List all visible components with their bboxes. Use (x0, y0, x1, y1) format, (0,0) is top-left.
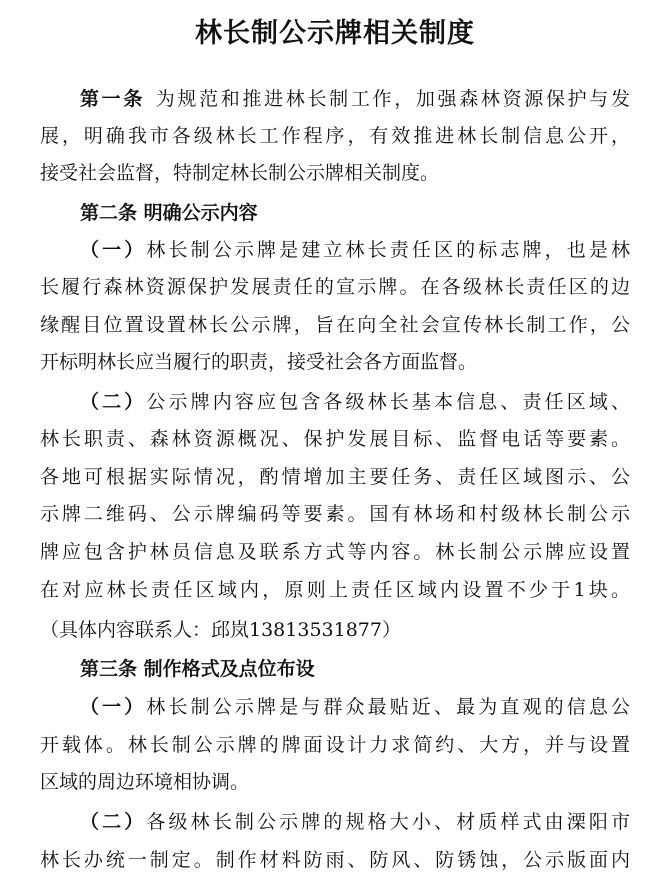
article-3-p2-text-1: 各级林长制公示牌的规格大小、材质样式由溧阳市 (146, 811, 630, 833)
article-1-label: 第一条 (80, 88, 146, 110)
article-1-line-3: 接受社会监督，特制定林长制公示牌相关制度。 (40, 162, 440, 184)
article-2-p1-line-3: 缘醒目位置设置林长公示牌，旨在向全社会宣传林长制工作，公 (40, 314, 630, 336)
article-2-p2-text-1: 公示牌内容应包含各级林长基本信息、责任区域、 (146, 391, 630, 413)
article-2-p2-line-5: 牌应包含护林员信息及联系方式等内容。林长制公示牌应设置 (40, 541, 630, 563)
article-2-p2-line-6: 在对应林长责任区域内，原则上责任区域内设置不少于1块。 (40, 579, 630, 601)
article-2-p1-line-1 (80, 231, 630, 269)
article-3-p1-line-3: 区域的周边环境相协调。 (40, 771, 250, 793)
article-1-line-1 (80, 80, 630, 118)
article-1-text-1: 为规范和推进林长制工作，加强森林资源保护与发 (153, 88, 630, 110)
article-2-p1-text-1: 林长制公示牌是建立林长责任区的标志牌，也是林 (146, 239, 630, 261)
article-3-p1-marker: （一） (80, 696, 147, 718)
article-2-p2-line-7: （具体内容联系人：邱岚13813531877） (40, 619, 401, 641)
article-3-p2-line-1 (80, 803, 630, 841)
article-3-p2-marker: （二） (80, 811, 147, 833)
article-3-heading: 第三条 制作格式及点位布设 (80, 658, 315, 680)
article-2-p1-line-2: 长履行森林资源保护发展责任的宣示牌。在各级林长责任区的边 (40, 276, 630, 298)
article-2-p2-line-3: 各地可根据实际情况，酌情增加主要任务、责任区域图示、公 (40, 466, 630, 488)
article-1-line-2: 展，明确我市各级林长工作程序，有效推进林长制信息公开， (40, 125, 630, 147)
article-3-p2-line-2: 林长办统一制定。制作材料防雨、防风、防锈蚀，公示版面内 (40, 849, 630, 871)
article-3-p1-text-1: 林长制公示牌是与群众最贴近、最为直观的信息公 (146, 696, 630, 718)
article-2-p2-line-4: 示牌二维码、公示牌编码等要素。国有林场和村级林长制公示 (40, 503, 630, 525)
document-title: 林长制公示牌相关制度 (195, 18, 475, 49)
article-3-p1-line-1 (80, 688, 630, 726)
article-2-p1-marker: （一） (80, 239, 147, 261)
article-2-p2-marker: （二） (80, 391, 147, 413)
article-2-p1-line-4: 开标明林长应当履行的职责，接受社会各方面监督。 (40, 351, 478, 373)
article-2-p2-line-1 (80, 383, 630, 421)
article-3-p1-line-2: 开载体。林长制公示牌的牌面设计力求简约、大方，并与设置 (40, 734, 630, 756)
article-2-p2-line-2: 林长职责、森林资源概况、保护发展目标、监督电话等要素。 (40, 428, 630, 450)
article-2-heading: 第二条 明确公示内容 (80, 202, 258, 224)
